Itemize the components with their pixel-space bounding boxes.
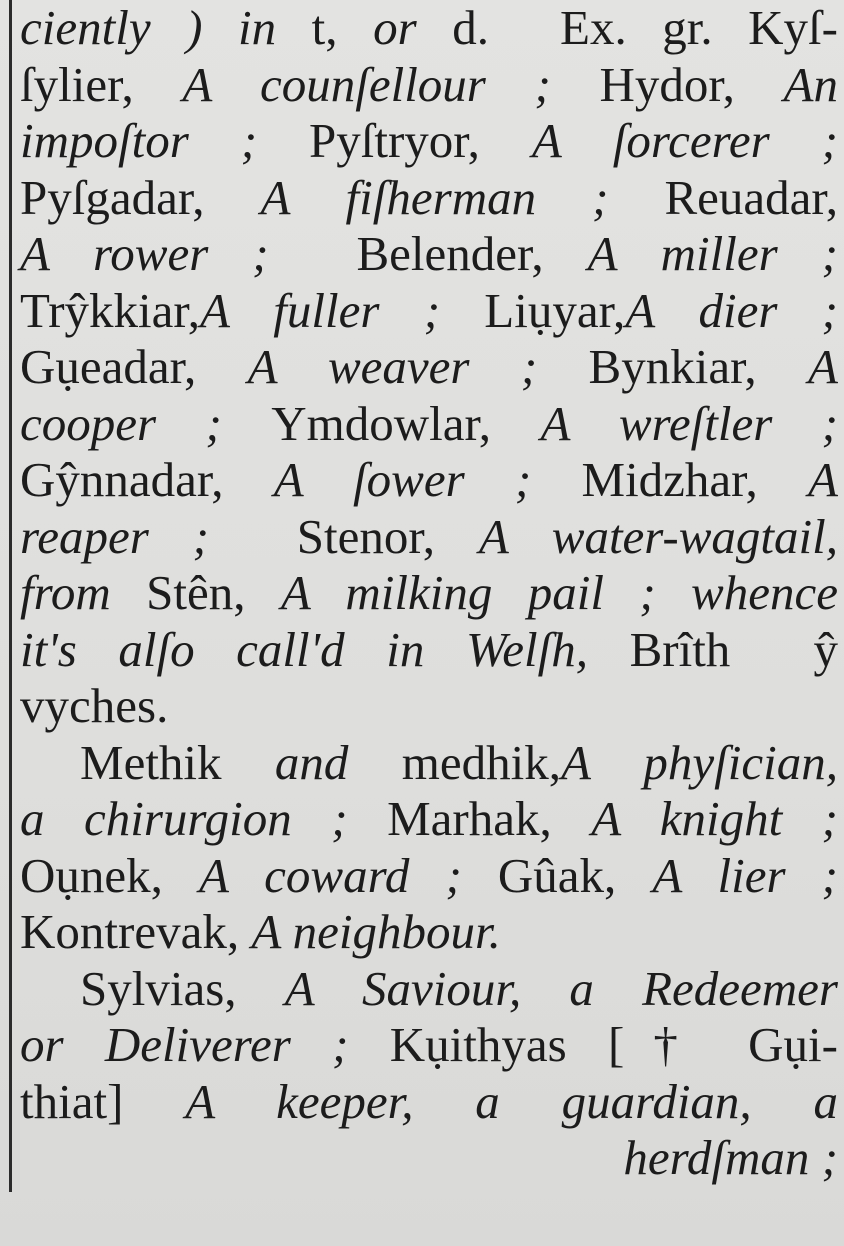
text-line: [20, 396, 838, 453]
roman-text: Stenor,: [296, 508, 479, 564]
text-line: [20, 0, 838, 57]
text-line: [20, 622, 838, 679]
roman-text: Kontrevak,: [20, 904, 252, 959]
italic-text: or Deliverer ;: [20, 1017, 390, 1072]
italic-text: it's alſo call'd in Welſh,: [20, 621, 630, 677]
italic-text: A milking pail ; whence: [280, 565, 838, 620]
italic-text: A fuller ;: [200, 282, 485, 338]
roman-text: Reuadar,: [664, 169, 838, 225]
text-line: [20, 904, 838, 961]
roman-text: vyches.: [20, 678, 169, 733]
italic-text: A ſower ;: [273, 452, 582, 507]
italic-text: from: [20, 565, 147, 620]
text-column: [20, 0, 838, 1187]
roman-text: Stên,: [146, 565, 281, 620]
italic-text: A: [808, 452, 838, 507]
italic-text: A keeper, a guardian, a: [185, 1073, 838, 1129]
text-line: [20, 170, 838, 227]
italic-text: A knight ;: [591, 791, 838, 846]
italic-text: A dier ;: [625, 282, 839, 338]
italic-text: A miller ;: [587, 226, 838, 281]
italic-text: A neighbour.: [251, 904, 501, 959]
italic-text: herdſman ;: [623, 1130, 838, 1185]
roman-text: Bynkiar,: [588, 339, 809, 394]
italic-text: cooper ;: [20, 395, 272, 451]
italic-text: A coward ;: [199, 847, 498, 903]
roman-text: medhik,: [401, 734, 561, 790]
italic-text: A rower ;: [20, 226, 357, 281]
roman-text: Brîth ŷ: [629, 621, 838, 677]
roman-text: Kụithyas [† Gụi-: [389, 1017, 838, 1072]
roman-text: t,: [311, 0, 374, 55]
roman-text: Belender,: [356, 226, 588, 281]
text-line: [20, 1017, 838, 1074]
roman-text: Oụnek,: [20, 847, 199, 903]
roman-text: Gụeadar,: [20, 339, 248, 394]
roman-text: thiat]: [20, 1073, 186, 1129]
text-line: [20, 452, 838, 509]
text-line: [20, 226, 838, 283]
text-line: [20, 339, 838, 396]
roman-text: Methik: [80, 734, 275, 790]
roman-text: Ymdowlar,: [271, 395, 541, 451]
text-line: [20, 678, 838, 735]
text-line: [20, 848, 838, 905]
roman-text: Midzhar,: [581, 452, 809, 507]
italic-text: A Saviour, a Redeemer: [284, 960, 839, 1016]
italic-text: A phyſician,: [561, 734, 838, 790]
roman-text: Trŷkkiar,: [20, 282, 200, 338]
text-line: [20, 1130, 838, 1187]
italic-text: and: [274, 734, 402, 790]
text-line: [20, 57, 838, 114]
roman-text: Gŷnnadar,: [20, 452, 274, 507]
italic-text: A ſorcerer ;: [531, 113, 838, 168]
italic-text: A lier ;: [652, 847, 838, 903]
roman-text: Marhak,: [387, 791, 592, 846]
italic-text: A weaver ;: [247, 339, 589, 394]
italic-text: A wreſtler ;: [540, 395, 838, 451]
text-line: [20, 791, 838, 848]
roman-text: Sylvias,: [80, 960, 285, 1016]
italic-text: impoſtor ;: [20, 113, 309, 168]
roman-text: Liụyar,: [484, 282, 626, 338]
italic-text: A: [808, 339, 838, 394]
text-line: [20, 509, 838, 566]
italic-text: ciently ) in: [20, 0, 312, 55]
text-line: [20, 1074, 838, 1131]
text-line: [20, 565, 838, 622]
roman-text: Hydor,: [599, 56, 784, 112]
italic-text: An: [783, 56, 838, 112]
roman-text: d. Ex. gr. Kyſ-: [452, 0, 838, 55]
text-line: [20, 961, 838, 1018]
italic-text: or: [373, 0, 453, 55]
roman-text: Pyſgadar,: [20, 169, 261, 225]
italic-text: A counſellour ;: [182, 56, 600, 112]
text-line: [20, 735, 838, 792]
text-line: [20, 283, 838, 340]
italic-text: A fiſherman ;: [260, 169, 665, 225]
text-line: [20, 113, 838, 170]
italic-text: A water-wagtail,: [478, 508, 838, 564]
roman-text: Pyſtryor,: [308, 113, 532, 168]
roman-text: Gûak,: [497, 847, 653, 903]
roman-text: ſylier,: [20, 56, 183, 112]
italic-text: a chirurgion ;: [20, 791, 388, 846]
italic-text: reaper ;: [20, 508, 297, 564]
column-rule: [9, 0, 12, 1192]
